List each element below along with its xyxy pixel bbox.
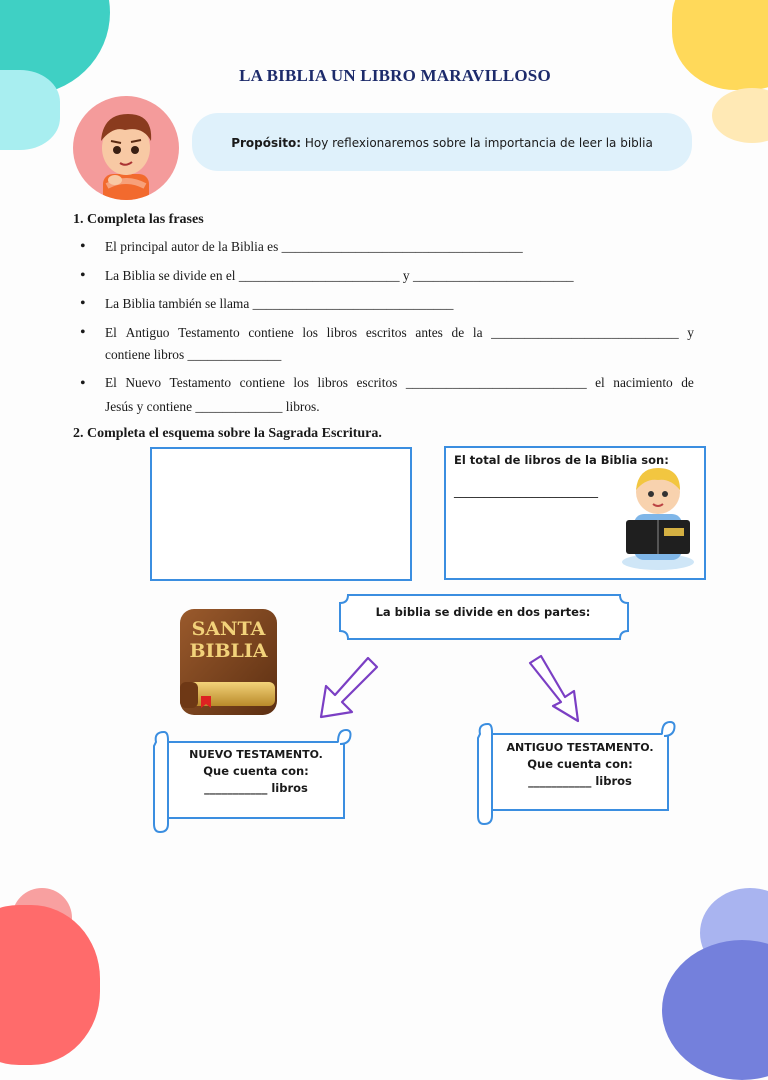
sentence-5-word: El bbox=[105, 375, 117, 390]
empty-answer-box bbox=[150, 447, 412, 581]
sentence-4-line-2: contiene libros ______________ bbox=[105, 347, 282, 362]
arrow-down-left-icon bbox=[318, 656, 380, 720]
sentence-4-word: Antiguo bbox=[125, 325, 170, 340]
sentence-4-word: de bbox=[451, 325, 465, 340]
sentence-5-word: contiene bbox=[239, 375, 285, 390]
book-title-line-1: SANTA bbox=[191, 618, 266, 640]
sentence-5-word: Testamento bbox=[169, 375, 232, 390]
corner-blob-indigo bbox=[662, 940, 768, 1080]
sentence-5-line-2: Jesús y contiene _____________ libros. bbox=[105, 399, 320, 414]
sentence-1: El principal autor de la Biblia es ____________________________________ bbox=[105, 239, 523, 254]
sentence-5-word: nacimiento bbox=[613, 375, 673, 390]
sentence-5-word: los bbox=[293, 375, 310, 390]
sentence-5-line-1 bbox=[105, 375, 694, 391]
corner-blob-red bbox=[0, 905, 100, 1065]
purpose-statement bbox=[192, 136, 692, 150]
bullet-icon: • bbox=[80, 267, 86, 284]
sentence-4-word: y bbox=[687, 325, 694, 340]
sentence-5-word: escritos bbox=[356, 375, 398, 390]
corner-blob-cream bbox=[712, 88, 768, 143]
bullet-icon: • bbox=[80, 295, 86, 312]
sentence-4-word: antes bbox=[415, 325, 443, 340]
sentence-5-word: libros bbox=[317, 375, 349, 390]
antiguo-count-blank: ___________ libros bbox=[528, 774, 632, 788]
book-title-line-2: BIBLIA bbox=[189, 640, 268, 662]
book-title bbox=[179, 618, 278, 662]
purpose-text: Hoy reflexionaremos sobre la importancia de leer la biblia bbox=[304, 136, 653, 150]
antiguo-title: ANTIGUO TESTAMENTO. bbox=[506, 741, 654, 754]
bullet-icon: • bbox=[80, 238, 86, 255]
bullet-icon: • bbox=[80, 324, 86, 341]
nuevo-title: NUEVO TESTAMENTO. bbox=[189, 748, 323, 761]
section-1-heading: 1. Completa las frases bbox=[73, 212, 204, 227]
avatar bbox=[73, 96, 179, 200]
sentence-5-word: el bbox=[595, 375, 605, 390]
purpose-label: Propósito: bbox=[231, 136, 302, 150]
boy-thinking-icon bbox=[73, 96, 179, 200]
sentence-4-word: El bbox=[105, 325, 117, 340]
sentence-5-word: de bbox=[681, 375, 694, 390]
page-title: LA BIBLIA UN LIBRO MARAVILLOSO bbox=[239, 66, 551, 85]
sentence-3: La Biblia también se llama ______________________________ bbox=[105, 296, 454, 311]
nuevo-count-label: Que cuenta con: bbox=[203, 764, 309, 778]
nuevo-testamento-text bbox=[168, 746, 344, 797]
sentence-4-word: la bbox=[472, 325, 483, 340]
sentence-4-word: Testamento bbox=[178, 325, 240, 340]
sentence-4-word: contiene bbox=[248, 325, 294, 340]
nuevo-count-blank: ___________ libros bbox=[204, 781, 308, 795]
sentence-4-word: ____________________________ bbox=[491, 325, 679, 340]
sentence-5-word: ___________________________ bbox=[405, 375, 587, 390]
divide-label: La biblia se divide en dos partes: bbox=[375, 605, 591, 619]
sentence-2: La Biblia se divide en el ________________________ y ________________________ bbox=[105, 268, 574, 283]
antiguo-testamento-text bbox=[492, 739, 668, 790]
sentence-4-word: los bbox=[302, 325, 318, 340]
total-books-blank: ________________________ bbox=[454, 484, 598, 498]
section-2-heading: 2. Completa el esquema sobre la Sagrada Escritura. bbox=[73, 426, 382, 441]
sentence-4-word: escritos bbox=[365, 325, 407, 340]
antiguo-count-label: Que cuenta con: bbox=[527, 757, 633, 771]
arrow-down-right-icon bbox=[528, 654, 582, 724]
total-books-label: El total de libros de la Biblia son: bbox=[454, 453, 669, 467]
bullet-icon: • bbox=[80, 375, 86, 392]
sentence-5-word: Nuevo bbox=[125, 375, 162, 390]
sentence-4-line-1 bbox=[105, 325, 694, 341]
boy-reading-bible-icon bbox=[620, 462, 696, 572]
sentence-4-word: libros bbox=[326, 325, 358, 340]
